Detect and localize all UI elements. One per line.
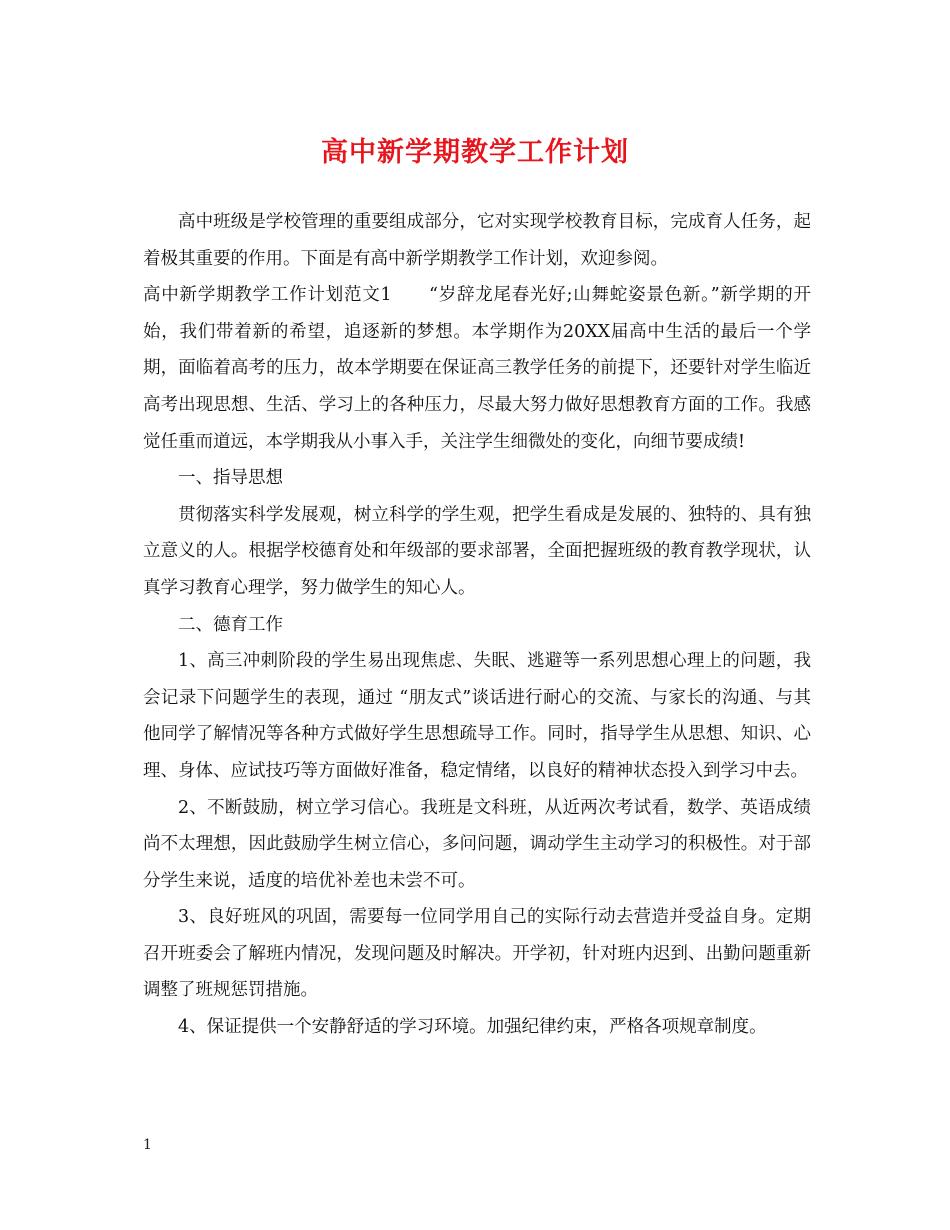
sample-essay-paragraph: 高中新学期教学工作计划范文1 “岁辞龙尾春光好;山舞蛇姿景色新。”新学期的开始，我们带着新的希望，追逐新的梦想。本学期作为20XX届高中生活的最后一个学期，面临着高考的压力，故本学期要在保证高三教学任务的前提下，还要针对学生临近高考出现思想、生活、学习上的各种压力，尽最大努力做好思想教育方面的工作。我感觉任重而道远，本学期我从小事入手，关注学生细微处的变化，向细节要成绩!: [143, 285, 811, 452]
moral-education-item-2: 2、不断鼓励，树立学习信心。我班是文科班，从近两次考试看，数学、英语成绩尚不太理想，因此鼓励学生树立信心，多问问题，调动学生主动学习的积极性。对于部分学生来说，适度的培优补差也未尝不可。: [143, 797, 811, 891]
section-heading-guiding-ideology: 一、指导思想: [178, 468, 283, 489]
page-number: 1: [143, 1137, 152, 1153]
moral-education-item-1: 1、高三冲刺阶段的学生易出现焦虑、失眠、逃避等一系列思想心理上的问题，我会记录下问题学生的表现，通过 “朋友式”谈话进行耐心的交流、与家长的沟通、与其他同学了解情况等各种方式做好学生思想疏导工作。同时，指导学生从思想、知识、心理、身体、应试技巧等方面做好准备，稳定情绪，以良好的精神状态投入到学习中去。: [143, 651, 811, 781]
moral-education-item-4: 4、保证提供一个安静舒适的学习环境。加强纪律约束，严格各项规章制度。: [178, 1017, 767, 1038]
page-title: 高中新学期教学工作计划: [321, 137, 629, 168]
section-heading-moral-education: 二、德育工作: [178, 614, 283, 635]
moral-education-item-3: 3、良好班风的巩固，需要每一位同学用自己的实际行动去营造并受益自身。定期召开班委会了解班内情况，发现问题及时解决。开学初，针对班内迟到、出勤问题重新调整了班规惩罚措施。: [143, 907, 811, 1001]
document-body: [143, 204, 811, 1046]
intro-paragraph: 高中班级是学校管理的重要组成部分，它对实现学校教育目标，完成育人任务，起着极其重要的作用。下面是有高中新学期教学工作计划，欢迎参阅。: [143, 212, 811, 269]
guiding-ideology-paragraph: 贯彻落实科学发展观，树立科学的学生观，把学生看成是发展的、独特的、具有独立意义的人。根据学校德育处和年级部的要求部署，全面把握班级的教育教学现状，认真学习教育心理学，努力做学生的知心人。: [143, 504, 811, 598]
